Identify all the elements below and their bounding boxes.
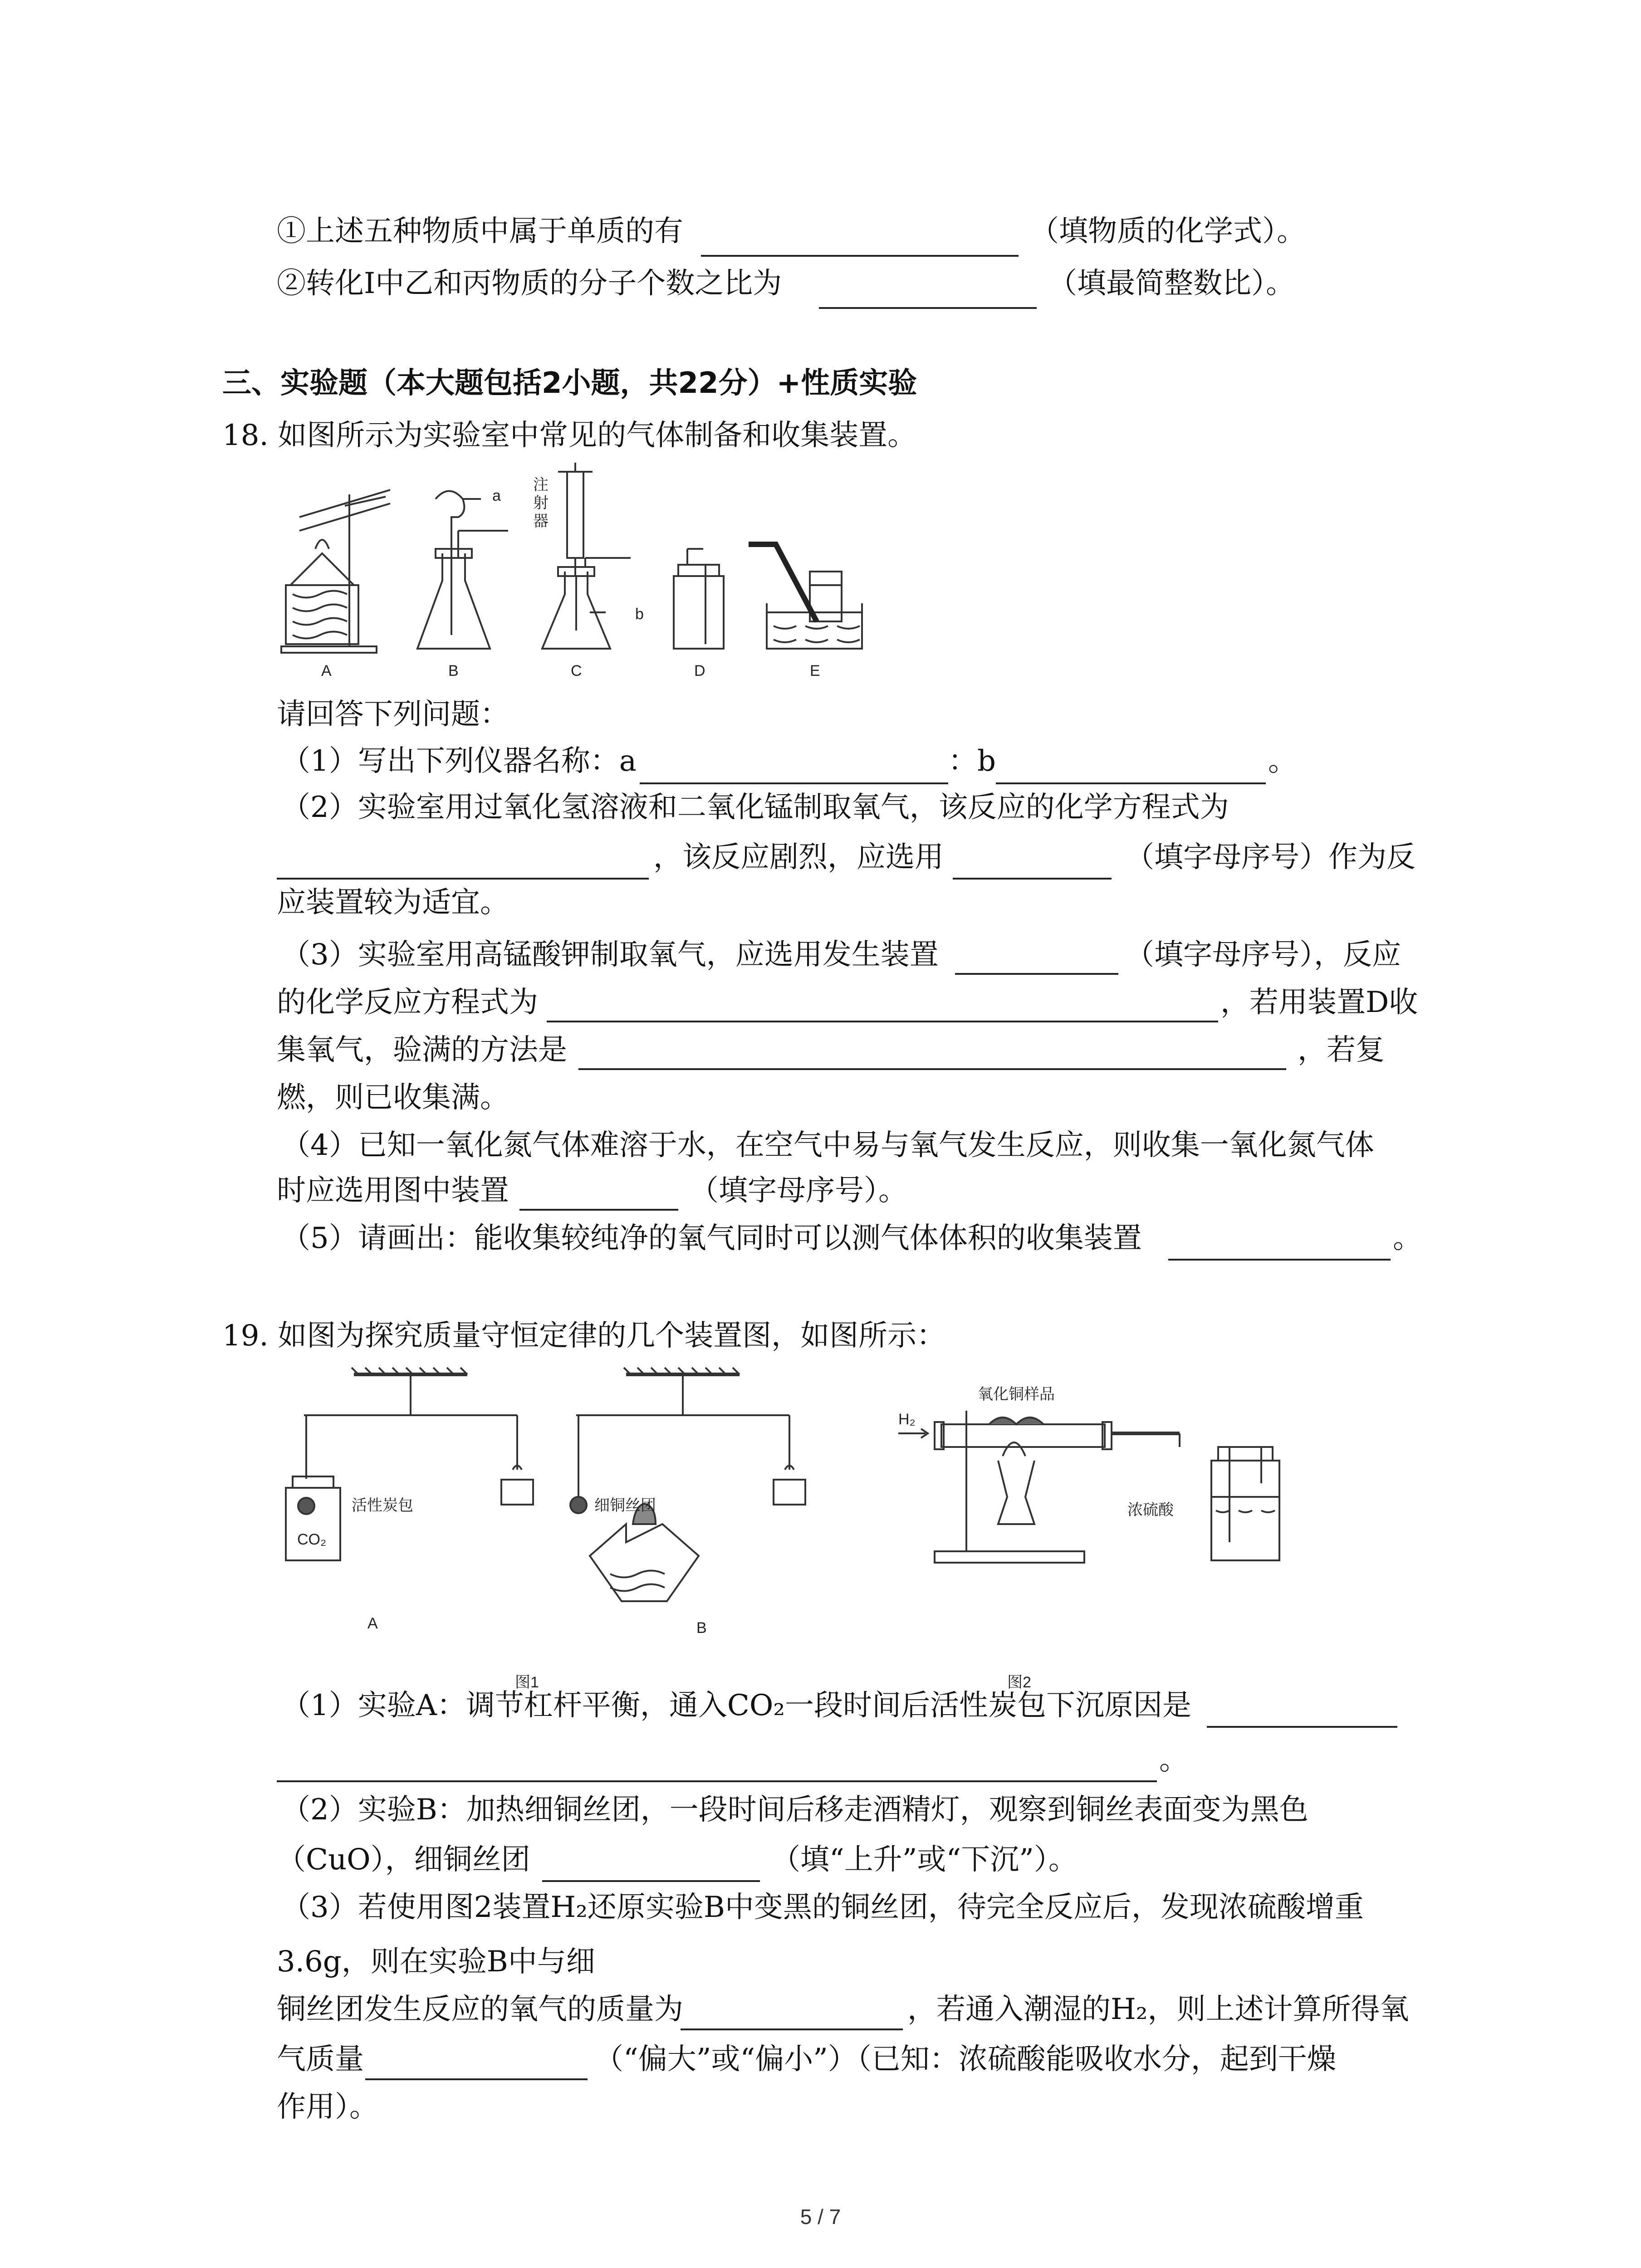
- q19-p3-line4: 气质量: [277, 2043, 364, 2076]
- answer-blank[interactable]: [681, 2028, 903, 2030]
- q19-p2-line2: （CuO），细铜丝团: [277, 1843, 530, 1877]
- answer-blank[interactable]: [277, 878, 649, 880]
- q18-p2-line2: ，该反应剧烈，应选用: [653, 841, 944, 874]
- figure-label-B: B: [448, 662, 459, 679]
- balance-b: [570, 1368, 805, 1601]
- q17-sub1-text: ①上述五种物质中属于单质的有: [277, 215, 683, 248]
- q19-p1-end: 。: [1159, 1743, 1188, 1777]
- answer-blank[interactable]: [365, 2078, 588, 2080]
- figure-caption-1: 图1: [515, 1674, 539, 1691]
- q19-p2-line2-end: （填“上升”或“下沉”）。: [771, 1843, 1078, 1877]
- q19-p3-line3-end: ，若通入潮湿的H₂，则上述计算所得氧: [907, 1993, 1409, 2026]
- answer-blank[interactable]: [819, 307, 1037, 309]
- q18-p1-mid: ：b: [948, 744, 996, 778]
- figure-label-B: B: [696, 1619, 707, 1637]
- answer-blank[interactable]: [640, 782, 948, 784]
- q17-sub1: [277, 213, 683, 249]
- q18-p5-text: （5）请画出：能收集较纯净的氧气同时可以测气体体积的收集装置: [281, 1222, 1142, 1255]
- q18-p3-line3: 集氧气，验满的方法是: [277, 1033, 567, 1067]
- q18-p3-line2-end: ，若用装置D收: [1220, 986, 1418, 1019]
- answer-blank[interactable]: [953, 878, 1112, 880]
- q19-p3-line1: （3）若使用图2装置H₂还原实验B中变黑的铜丝团，待完全反应后，发现浓硫酸增重: [281, 1891, 1364, 1924]
- apparatus-c: [542, 463, 631, 649]
- q18-p4-line2-end: （填字母序号）。: [690, 1174, 907, 1207]
- q18-apparatus-figure: [272, 463, 930, 689]
- answer-blank[interactable]: [578, 1068, 1286, 1070]
- apparatus-d: [674, 549, 724, 649]
- q18-p3-line1-end: （填字母序号），反应: [1125, 938, 1401, 972]
- syringe-label: 射: [533, 494, 549, 512]
- q18-p1-text: （1）写出下列仪器名称：a: [281, 744, 637, 778]
- figure-caption-2: 图2: [1007, 1674, 1031, 1691]
- answer-blank[interactable]: [1207, 1726, 1397, 1728]
- q18-p2-line2-end: （填字母序号）作为反: [1125, 841, 1416, 874]
- q18-p3-line2: 的化学反应方程式为: [277, 986, 538, 1019]
- q17-sub1-hint: （填物质的化学式）。: [1030, 215, 1306, 248]
- page-number: 5 / 7: [800, 2205, 841, 2229]
- answer-blank[interactable]: [547, 1021, 1218, 1022]
- q19-p3-line4-end: （“偏大”或“偏小”）（已知：浓硫酸能吸收水分，起到干燥: [594, 2043, 1336, 2076]
- syringe-label: 注: [533, 476, 549, 494]
- label-h2: H₂: [898, 1411, 916, 1428]
- q19-stem: 19. 如图为探究质量守恒定律的几个装置图，如图所示：: [222, 1319, 946, 1353]
- q17-sub2-text: ②转化Ⅰ中乙和丙物质的分子个数之比为: [277, 267, 782, 300]
- q18-p3-line3-end: ，若复: [1298, 1033, 1385, 1067]
- q18-p3-line1: （3）实验室用高锰酸钾制取氧气，应选用发生装置: [281, 938, 939, 972]
- answer-blank[interactable]: [955, 973, 1118, 975]
- label-cuo-sample: 氧化铜样品: [978, 1386, 1055, 1403]
- q19-p3-line5: 作用）。: [277, 2090, 378, 2124]
- label-concentrated-acid: 浓硫酸: [1127, 1501, 1174, 1519]
- q17-sub2-hint: （填最简整数比）。: [1048, 267, 1295, 300]
- reduction-apparatus: [898, 1411, 1279, 1563]
- q18-p2-line3: 应装置较为适宜。: [277, 886, 509, 919]
- q18-p4-line2: 时应选用图中装置: [277, 1174, 509, 1207]
- label-copper-wire: 细铜丝团: [594, 1497, 656, 1514]
- apparatus-a: [281, 490, 390, 653]
- label-b: b: [635, 606, 644, 623]
- answer-blank[interactable]: [277, 1780, 1157, 1782]
- q19-p1-text: （1）实验A：调节杠杆平衡，通入CO₂一段时间后活性炭包下沉原因是: [281, 1689, 1192, 1722]
- q18-stem: 18. 如图所示为实验室中常见的气体制备和收集装置。: [222, 419, 917, 452]
- figure-label-E: E: [810, 662, 820, 679]
- q18-p5-end: 。: [1393, 1222, 1422, 1255]
- q18-p1-end: 。: [1268, 744, 1297, 778]
- q18-p3-line4: 燃，则已收集满。: [277, 1081, 509, 1114]
- q19-p2-line1: （2）实验B：加热细铜丝团，一段时间后移走酒精灯，观察到铜丝表面变为黑色: [281, 1793, 1308, 1827]
- section-title: 三、实验题（本大题包括2小题，共22分）+性质实验: [222, 367, 917, 400]
- answer-blank[interactable]: [996, 782, 1266, 784]
- label-activated-carbon: 活性炭包: [352, 1497, 413, 1514]
- syringe-label: 器: [533, 513, 549, 530]
- figure-label-A: A: [321, 662, 332, 679]
- q18-p4-line1: （4）已知一氧化氮气体难溶于水，在空气中易与氧气发生反应，则收集一氧化氮气体: [281, 1129, 1374, 1162]
- q18-prompt: 请回答下列问题：: [277, 698, 509, 731]
- label-co2: CO₂: [297, 1531, 327, 1548]
- q19-p3-line2: 3.6g，则在实验B中与细: [277, 1945, 595, 1979]
- figure-label-A: A: [367, 1615, 378, 1632]
- q19-p3-line3: 铜丝团发生反应的氧气的质量为: [277, 1993, 683, 2026]
- apparatus-b: [417, 491, 508, 649]
- figure-label-D: D: [694, 662, 705, 679]
- apparatus-e: [749, 544, 862, 649]
- answer-blank[interactable]: [1168, 1259, 1391, 1261]
- label-a: a: [492, 487, 501, 504]
- q18-p2-line1: （2）实验室用过氧化氢溶液和二氧化锰制取氧气，该反应的化学方程式为: [281, 791, 1229, 824]
- figure-label-C: C: [571, 662, 582, 679]
- answer-blank[interactable]: [701, 255, 1019, 257]
- q19-apparatus-figure: [272, 1361, 1470, 1696]
- answer-blank[interactable]: [542, 1880, 760, 1882]
- answer-blank[interactable]: [519, 1209, 678, 1211]
